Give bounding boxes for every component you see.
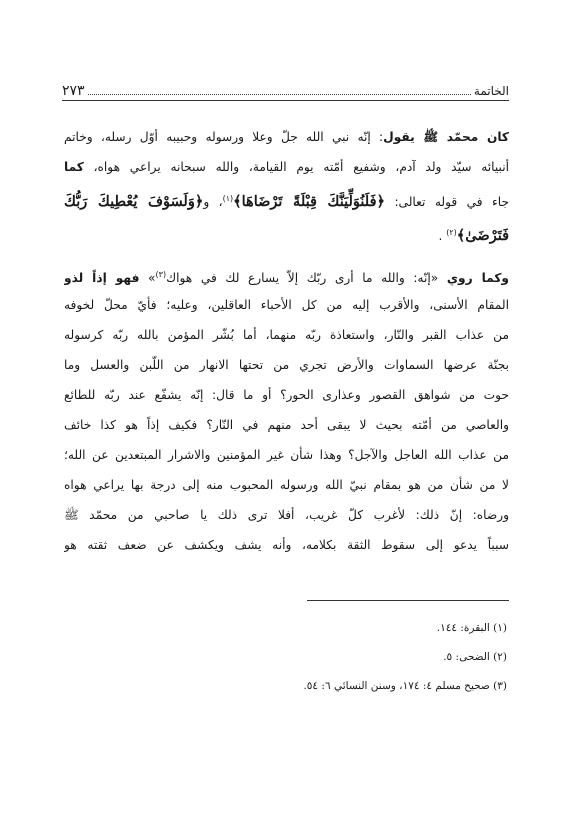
text-run: لا من شأن من هو بمقام نبيّ الله ورسوله المحبوب منه إلى درجة بها يراعي هواه [64,478,509,492]
running-header [62,76,509,101]
page-number: ٢٧٣ [62,83,85,99]
quran-verse: فَتَرْضَىٰ﴾ [456,227,509,245]
text-run: جاء في قوله تعالى: [385,195,509,210]
body-line [64,440,509,470]
text-run: سبباً يدعو إلى سقوط الثقة بكلامه، وأنه يشف ويكشف عن ضعف ثقته هو [64,538,509,552]
quran-verse: ﴿وَلَسَوْفَ يُعْطِيكَ رَبُّكَ [64,193,204,211]
body-line [64,216,509,250]
text-run: . [438,229,447,244]
header-dotted-leader [88,93,471,95]
text-run: فهو إذاً لذو [64,271,140,286]
footnotes [67,614,507,701]
body-line [64,320,509,350]
body-line [64,500,509,530]
body-line [64,182,509,216]
text-run: : إنّه نبي الله جلّ وعلا ورسوله وحبيبه أوّل رسله، وخاتم [64,130,384,144]
footnote-3: (٣) صحيح مسلم ٤: ١٧٤، وسنن النسائي ٦: ٥٤. [303,680,507,692]
body-line [64,470,509,500]
text-run: كان محمّد ﷺ يقول [383,130,509,144]
text-run: » [139,271,156,286]
body-line [64,152,509,182]
text-run: ، و [203,195,223,210]
text-run: المقام الأسنى، والأقرب إليه من كل الأحباء العاقلين، وعليه؛ فأيّ محلّ لخوفه [64,298,509,312]
footnote-separator [307,600,509,601]
running-title: الخاتمة [473,84,509,98]
text-run: أنبيائه سيّد ولد آدم، وشفيع أمّته يوم القيامة، والله سبحانه يراعي هواه، [83,160,509,174]
footnote-marker: (١) [222,194,234,203]
text-run: وكما روي [446,271,509,286]
footnote-2: (٢) الضحى: ٥. [443,651,507,663]
body-text [64,122,509,560]
body-line [64,350,509,380]
body-line [64,260,509,290]
text-run: من عذاب القبر والنّار، واستعاذة ربّه منهما، أما بُشّر المؤمن بالله ربّه كرسوله [64,328,509,342]
body-line [64,122,509,152]
text-run: «إنّه: والله ما أرى ربّك إلاّ يسارع لك في هواك [166,271,447,286]
footnote-1: (١) البقرة: ١٤٤. [436,622,507,634]
text-run: والعاصي من أمّته بحيث لا يبقى أحد منهم في النّار؟ فكيف إذاً هو كذا خائف [64,418,509,432]
body-line [64,380,509,410]
footnote-marker: (٣) [155,270,167,279]
body-line [64,530,509,560]
text-run: حوت من شواهق القصور وعذارى الحور؟ أو ما قال: إنّه يشفّع عند ربّه للطائع [64,388,509,402]
text-run: ورضاه: إنّ ذلك: لأغرب كلّ غريب، أفلا ترى ذلك يا صاحبي من محمّد ﷺ [64,508,509,522]
body-line [64,410,509,440]
footnote-marker: (٢) [446,228,457,237]
quran-verse: ﴿فَلَنُوَلِّيَنَّكَ قِبْلَةً تَرْضَاهَا﴾ [233,193,386,211]
text-run: بجنّة عرضها السماوات والأرض تجري من تحتها الانهار من اللّبن والعسل وما [64,358,509,372]
text-run: من عذاب الله العاجل والآجل؟ وهذا شأن غير المؤمنين والاشرار المبتعدين عن الله؛ [64,448,509,462]
body-line [64,290,509,320]
text-run: كما [64,160,84,174]
